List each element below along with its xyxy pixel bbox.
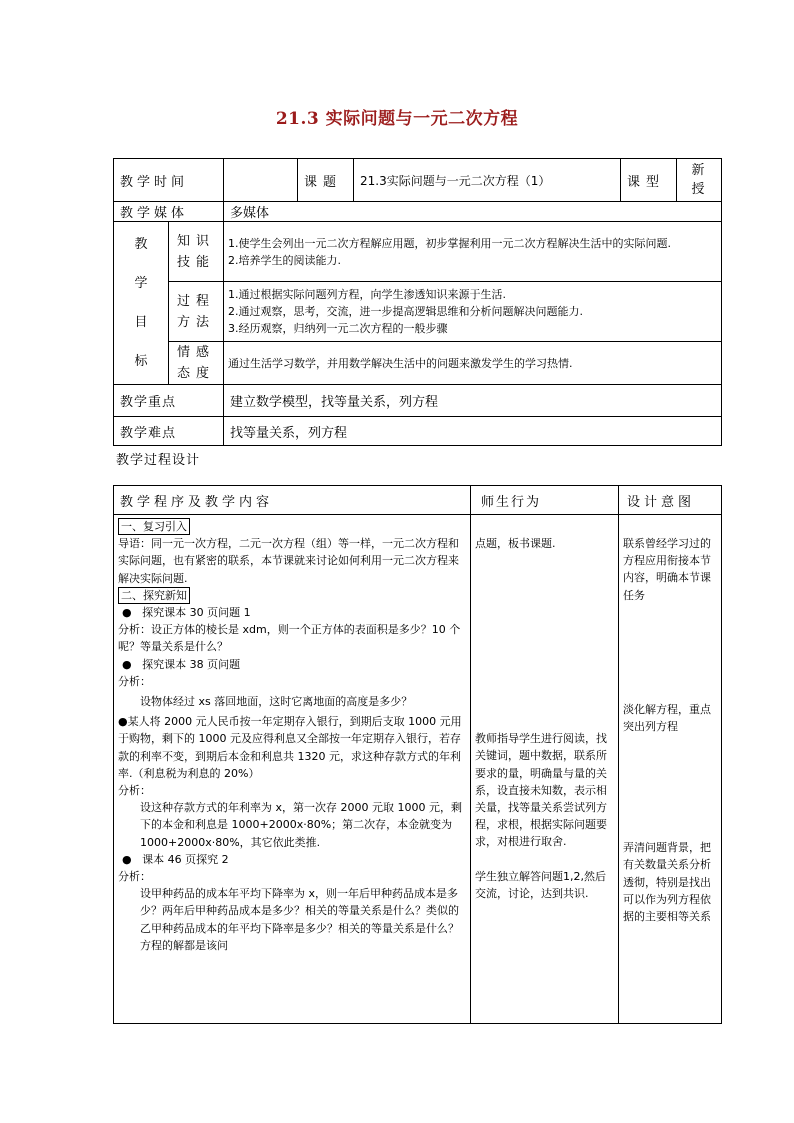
process-label: 过程方法 <box>169 282 224 342</box>
knowledge-line: 2.培养学生的阅读能力. <box>228 253 342 267</box>
difficulty-content: 找等量关系，列方程 <box>224 417 722 446</box>
topic-value: 21.3实际问题与一元二次方程（1） <box>354 159 621 202</box>
process-heading: 教学过程设计 <box>116 453 201 468</box>
bullet-icon: ● <box>122 606 132 620</box>
list-item: ●某人将 2000 元人民币按一年定期存入银行，到期后支取 1000 元用于购物，剩下的 1000 元及应得利息又全部按一年定期存入银行，若存款的利率不变，到期后本金和利息共 1320 元，求这种存款方式的年利率.（利息税为利息的 20%） <box>118 715 462 780</box>
page-title: 21.3 实际问题与一元二次方程 <box>275 109 519 129</box>
item2-text: 设物体经过 xs 落回地面，这时它离地面的高度是多少？ <box>140 695 413 709</box>
goal-char: 目 <box>134 315 148 330</box>
item3-text: 设这种存款方式的年利率为 x，第一次存 2000 元取 1000 元，剩下的本金和利息是 1000+2000x·80%；第二次存，本金就变为 1000+2000x·80%，其它依此类推. <box>140 801 462 849</box>
type-value: 新授 <box>677 159 722 202</box>
time-label: 教学时间 <box>114 159 224 202</box>
teacher-note-1: 点题，板书课题. <box>475 537 556 550</box>
bullet-icon: ● <box>122 852 132 866</box>
review-text: 导语：同一元一次方程，二元一次方程（组）等一样，一元二次方程和实际问题，也有紧密的联系，本节课就来讨论如何利用一元二次方程来解决实际问题. <box>118 537 459 585</box>
process-line: 1.通过根据实际问题列方程，向学生渗透知识来源于生活. <box>228 288 507 301</box>
intent-note-2: 淡化解方程，重点突出列方程 <box>623 702 711 734</box>
key-label: 教学重点 <box>114 385 224 417</box>
intent-note-3: 弄清问题背景，把有关数量关系分析透彻，特别是找出可以作为列方程依据的主要相等关系 <box>623 841 711 924</box>
goal-char: 标 <box>134 354 148 369</box>
item3-label: 分析： <box>118 784 151 798</box>
intent-content <box>619 515 722 1024</box>
explore-heading: 二、探究新知 <box>118 587 190 604</box>
bullet-icon: ● <box>122 657 132 671</box>
process-line: 3.经历观察，归纳列一元二次方程的一般步骤 <box>228 322 448 335</box>
process-content <box>224 282 722 342</box>
list-item: ● 探究课本 38 页问题 <box>122 657 241 671</box>
col-header-intent: 设计意图 <box>619 486 722 515</box>
media-value: 多媒体 <box>224 202 722 222</box>
bullet-icon: ● <box>118 715 128 729</box>
media-label: 教学媒体 <box>114 202 224 222</box>
emotion-label: 情感态度 <box>169 342 224 385</box>
goal-char: 学 <box>134 276 148 291</box>
review-heading: 一、复习引入 <box>118 518 190 535</box>
item4-text: 设甲种药品的成本年平均下降率为 x，则一年后甲种药品成本是多少？两年后甲种药品成本是多少？相关的等量关系是什么？类似的乙甲种药品成本的年平均下降率是多少？相关的等量关系是什么？方程的解都是该问 <box>140 887 459 952</box>
col-header-content: 教学程序及教学内容 <box>114 486 471 515</box>
knowledge-content <box>224 222 722 282</box>
teacher-note-2: 教师指导学生进行阅读，找关键词，题中数据，联系所要求的量，明确量与量的关系，设直接未知数，表示相关量，找等量关系尝试列方程，求根，根据实际问题要求，对根进行取舍. <box>475 732 607 849</box>
goal-char: 教 <box>134 237 148 252</box>
lesson-info-table <box>113 158 722 446</box>
lesson-content <box>114 515 471 1024</box>
process-design-table <box>113 485 722 1024</box>
time-value <box>224 159 298 202</box>
col-header-behavior: 师生行为 <box>471 486 619 515</box>
emotion-content: 通过生活学习数学，并用数学解决生活中的问题来激发学生的学习热情. <box>224 342 722 385</box>
difficulty-label: 教学难点 <box>114 417 224 446</box>
item1-analysis: 分析：设正方体的棱长是 xdm，则一个正方体的表面积是多少？10 个呢？等量关系是什么？ <box>118 623 461 654</box>
topic-label: 课题 <box>298 159 354 202</box>
list-item: ● 探究课本 30 页问题 1 <box>122 606 251 620</box>
intent-note-1: 联系曾经学习过的方程应用衔接本节内容，明确本节课任务 <box>623 537 711 602</box>
knowledge-label: 知识技能 <box>169 222 224 282</box>
list-item: ● 课本 46 页探究 2 <box>122 852 229 866</box>
key-content: 建立数学模型，找等量关系，列方程 <box>224 385 722 417</box>
behavior-content <box>471 515 619 1024</box>
process-line: 2.通过观察，思考，交流，进一步提高逻辑思维和分析问题解决问题能力. <box>228 305 584 318</box>
item2-label: 分析： <box>118 674 151 688</box>
item4-label: 分析： <box>118 870 151 884</box>
goals-label <box>114 222 169 385</box>
type-label: 课型 <box>621 159 677 202</box>
knowledge-line: 1.使学生会列出一元二次方程解应用题，初步掌握利用一元二次方程解决生活中的实际问题. <box>228 236 672 250</box>
teacher-note-3: 学生独立解答问题1,2,然后交流，讨论，达到共识. <box>475 869 606 900</box>
